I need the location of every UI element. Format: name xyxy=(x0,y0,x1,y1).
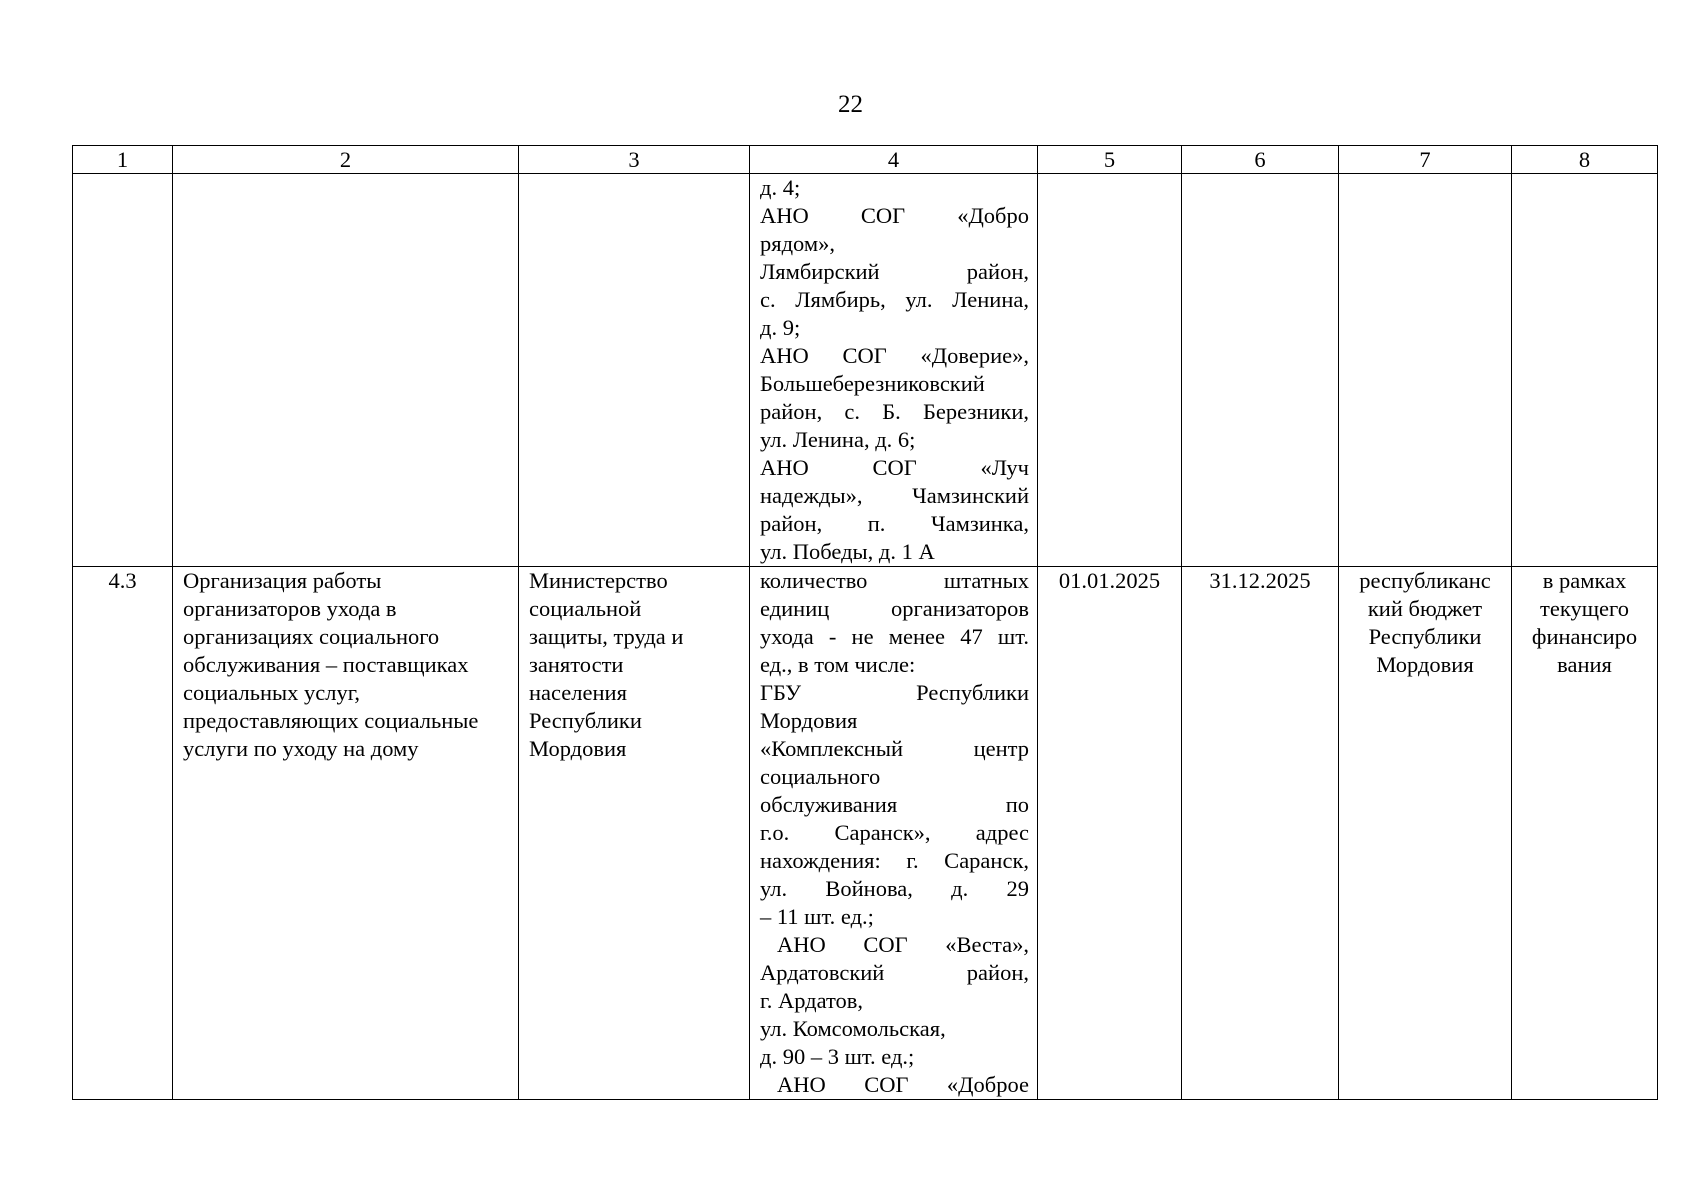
result-line: ГБУ Республики xyxy=(760,680,1029,705)
cont-cell-8 xyxy=(1512,174,1658,567)
header-col-7: 7 xyxy=(1339,146,1512,174)
header-col-4: 4 xyxy=(750,146,1038,174)
page-number: 22 xyxy=(838,91,863,118)
result-line: г. Ардатов, xyxy=(760,988,864,1013)
cont-cell-6 xyxy=(1182,174,1339,567)
result-line: ул. Комсомольская, xyxy=(760,1016,946,1041)
funding-source-cell xyxy=(1339,567,1512,1100)
result-line: ул. Войнова, д. 29 xyxy=(760,876,1029,901)
cont-cell-1 xyxy=(73,174,173,567)
result-line: г.о. Саранск», адрес xyxy=(760,820,1029,845)
header-col-1: 1 xyxy=(73,146,173,174)
cont-col4-line: АНО СОГ «Луч xyxy=(760,455,1029,480)
funding-volume-line: в рамках xyxy=(1542,568,1627,593)
measure-name-cell xyxy=(173,567,519,1100)
responsible-line: Республики xyxy=(529,708,642,733)
header-row xyxy=(73,146,1658,174)
cont-col4-line: Большеберезниковский xyxy=(760,371,985,396)
result-line: «Комплексный центр xyxy=(760,736,1029,761)
funding-source-line: Мордовия xyxy=(1376,652,1474,677)
header-col-8: 8 xyxy=(1512,146,1658,174)
cont-cell-7 xyxy=(1339,174,1512,567)
cont-col4-line: район, п. Чамзинка, xyxy=(760,511,1029,536)
funding-source-line: Республики xyxy=(1368,624,1482,649)
result-line: Мордовия xyxy=(760,708,858,733)
funding-volume-line: финансиро xyxy=(1531,624,1638,649)
cont-col4-line: д. 4; xyxy=(760,175,801,200)
cont-col4-line: д. 9; xyxy=(760,315,801,340)
cont-cell-5 xyxy=(1038,174,1182,567)
result-line: ухода - не менее 47 шт. xyxy=(760,624,1029,649)
responsible-cell xyxy=(519,567,750,1100)
result-line: количество штатных xyxy=(760,568,1029,593)
cont-cell-3 xyxy=(519,174,750,567)
cont-col4-line: ул. Ленина, д. 6; xyxy=(760,427,916,452)
result-line: д. 90 – 3 шт. ед.; xyxy=(760,1044,915,1069)
measures-table xyxy=(72,145,1658,1100)
measure-name-line: организаторов ухода в xyxy=(183,596,397,621)
measure-name-line: услуги по уходу на дому xyxy=(183,736,419,761)
cont-col4-line: ул. Победы, д. 1 А xyxy=(760,539,935,564)
measure-name-line: Организация работы xyxy=(183,568,382,593)
cont-col4-line: АНО СОГ «Добро xyxy=(760,203,1029,228)
cont-col4-line: надежды», Чамзинский xyxy=(760,483,1029,508)
header-col-2: 2 xyxy=(173,146,519,174)
cont-cell-2 xyxy=(173,174,519,567)
cont-cell-4 xyxy=(750,174,1038,567)
responsible-line: Министерство xyxy=(529,568,668,593)
continuation-row xyxy=(73,174,1658,567)
cont-col4-line: рядом», xyxy=(760,231,835,256)
result-line: социального xyxy=(760,764,881,789)
result-cell xyxy=(750,567,1038,1100)
row-number: 4.3 xyxy=(73,567,173,1100)
responsible-line: Мордовия xyxy=(529,736,627,761)
funding-source-line: кий бюджет xyxy=(1367,596,1483,621)
start-date-cell: 01.01.2025 xyxy=(1038,567,1182,1100)
header-col-5: 5 xyxy=(1038,146,1182,174)
cont-col4-line: Лямбирский район, xyxy=(760,259,1029,284)
responsible-line: защиты, труда и xyxy=(529,624,684,649)
funding-volume-line: вания xyxy=(1557,652,1612,677)
responsible-line: населения xyxy=(529,680,627,705)
header-col-6: 6 xyxy=(1182,146,1339,174)
cont-col4-line: район, с. Б. Березники, xyxy=(760,399,1029,424)
measure-name-line: социальных услуг, xyxy=(183,680,361,705)
funding-source-line: республиканс xyxy=(1359,568,1491,593)
result-line: – 11 шт. ед.; xyxy=(760,904,874,929)
result-line: АНО СОГ «Веста», xyxy=(777,932,1029,957)
cont-col4-line: АНО СОГ «Доверие», xyxy=(760,343,1029,368)
measure-name-line: предоставляющих социальные xyxy=(183,708,479,733)
cont-col4-line: с. Лямбирь, ул. Ленина, xyxy=(760,287,1029,312)
responsible-line: занятости xyxy=(529,652,624,677)
result-line: Ардатовский район, xyxy=(760,960,1029,985)
header-col-3: 3 xyxy=(519,146,750,174)
result-line: АНО СОГ «Доброе xyxy=(777,1072,1029,1097)
table-row-4-3 xyxy=(73,567,1658,1100)
end-date-cell: 31.12.2025 xyxy=(1182,567,1339,1100)
measure-name-line: организациях социального xyxy=(183,624,440,649)
result-line: нахождения: г. Саранск, xyxy=(760,848,1029,873)
result-line: обслуживания по xyxy=(760,792,1029,817)
measure-name-line: обслуживания – поставщиках xyxy=(183,652,469,677)
funding-volume-cell xyxy=(1512,567,1658,1100)
funding-volume-line: текущего xyxy=(1540,596,1629,621)
result-line: ед., в том числе: xyxy=(760,652,916,677)
responsible-line: социальной xyxy=(529,596,642,621)
result-line: единиц организаторов xyxy=(760,596,1029,621)
